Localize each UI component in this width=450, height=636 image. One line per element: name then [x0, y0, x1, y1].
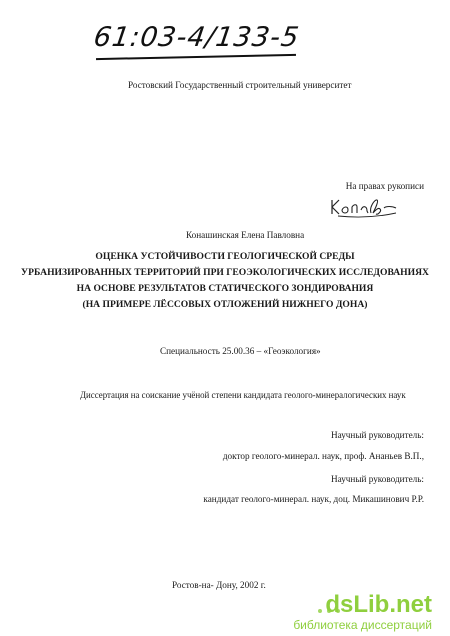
title-line: НА ОСНОВЕ РЕЗУЛЬТАТОВ СТАТИЧЕСКОГО ЗОНДИРОВАНИЯ: [76, 283, 374, 294]
watermark-subtitle: библиотека диссертаций: [293, 618, 432, 632]
handwritten-underline: [96, 54, 296, 60]
dissertation-title: [0, 249, 450, 313]
author-name: Конашинская Елена Павловна: [186, 230, 305, 240]
city-year: Ростов-на- Дону, 2002 г.: [172, 580, 266, 590]
handwritten-signature: [328, 194, 400, 220]
supervisor-2: кандидат геолого-минерал. наук, доц. Микашинович Р.Р.: [203, 494, 424, 504]
title-line: ОЦЕНКА УСТОЙЧИВОСТИ ГЕОЛОГИЧЕСКОЙ СРЕДЫ: [95, 251, 355, 262]
degree-statement: Диссертация на соискание учёной степени кандидата геолого-минералогических наук: [80, 390, 406, 400]
specialty: Специальность 25.00.36 – «Геоэкология»: [160, 346, 321, 356]
rights-note: На правах рукописи: [345, 181, 424, 191]
supervisor-label-1: Научный руководитель:: [330, 430, 424, 440]
handwritten-archive-code: 61:03-4/133-5: [91, 22, 302, 53]
title-line: (НА ПРИМЕРЕ ЛЁССОВЫХ ОТЛОЖЕНИЙ НИЖНЕГО ДОНА): [82, 299, 368, 310]
title-line: УРБАНИЗИРОВАННЫХ ТЕРРИТОРИЙ ПРИ ГЕОЭКОЛОГИЧЕСКИХ ИССЛЕДОВАНИЯХ: [21, 267, 429, 278]
watermark-logo: dsLib.net: [325, 591, 432, 618]
supervisor-label-2: Научный руководитель:: [330, 474, 424, 484]
supervisor-1: доктор геолого-минерал. наук, проф. Ананьев В.П.,: [222, 451, 424, 461]
university-name: Ростовский Государственный строительный университет: [128, 80, 352, 90]
watermark: [293, 593, 432, 632]
